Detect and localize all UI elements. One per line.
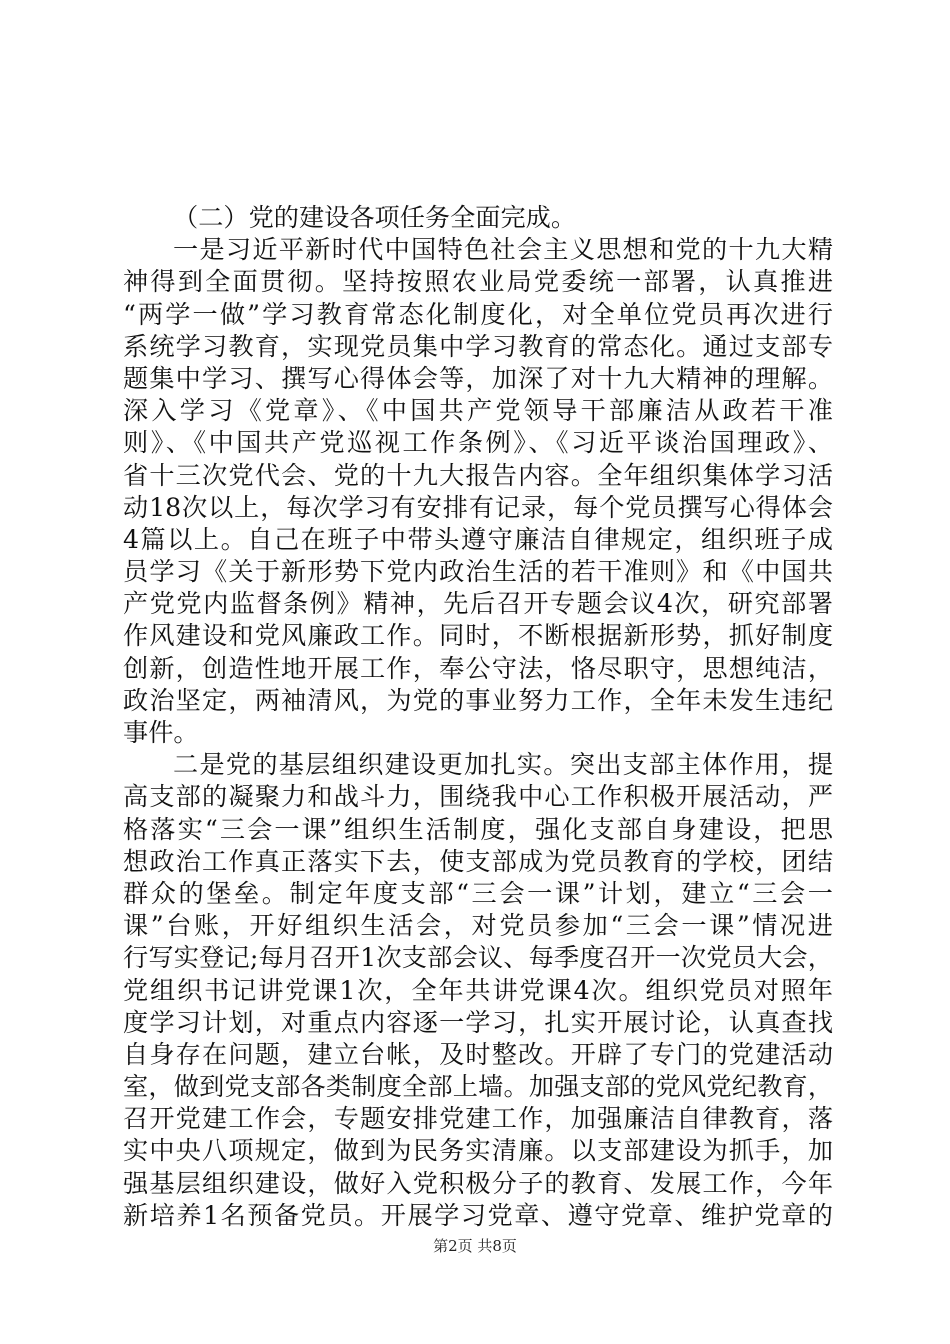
paragraph-line: 想政治工作真正落实下去，使支部成为党员教育的学校，团结 [123,846,833,876]
section-heading: （二）党的建设各项任务全面完成。 [173,203,576,232]
paragraph-line: 格落实“三会一课”组织生活制度，强化支部自身建设，把思 [123,814,833,844]
page-number-footer: 第2页 共8页 [433,1237,517,1255]
document-body [123,202,833,1232]
paragraph-last-line: 事件。 [123,718,199,747]
paragraph-line: 省十三次党代会、党的十九大报告内容。全年组织集体学习活 [123,460,833,490]
paragraph-line: 系统学习教育，实现党员集中学习教育的常态化。通过支部专 [123,331,833,361]
paragraph-line: 作风建设和党风廉政工作。同时，不断根据新形势，抓好制度 [123,621,833,651]
paragraph-line: 召开党建工作会，专题安排党建工作，加强廉洁自律教育，落 [123,1104,833,1134]
paragraph-line: 员学习《关于新形势下党内政治生活的若干准则》和《中国共 [123,557,833,587]
paragraph-line: 4篇以上。自己在班子中带头遵守廉洁自律规定，组织班子成 [123,524,833,554]
paragraph-line: 室，做到党支部各类制度全部上墙。加强支部的党风党纪教育， [123,1072,833,1102]
paragraph-line: 神得到全面贯彻。坚持按照农业局党委统一部署，认真推进 [123,267,833,297]
paragraph-line: 政治坚定，两袖清风，为党的事业努力工作，全年未发生违纪 [123,685,833,715]
paragraph-line: 党组织书记讲党课1次，全年共讲党课4次。组织党员对照年 [123,975,833,1005]
paragraph-line: 行写实登记;每月召开1次支部会议、每季度召开一次党员大会， [123,943,833,973]
paragraph-line: 自身存在问题，建立台帐，及时整改。开辟了专门的党建活动 [123,1039,833,1069]
paragraph-line: 新培养1名预备党员。开展学习党章、遵守党章、维护党章的 [123,1200,833,1230]
paragraph-line: 产党党内监督条例》精神，先后召开专题会议4次，研究部署 [123,589,833,619]
paragraph-line: 深入学习《党章》、《中国共产党领导干部廉洁从政若干准 [123,396,833,426]
paragraph-line: 群众的堡垒。制定年度支部“三会一课”计划，建立“三会一 [123,878,833,908]
paragraph-line: 则》、《中国共产党巡视工作条例》、《习近平谈治国理政》、 [123,428,833,458]
paragraph-line: 强基层组织建设，做好入党积极分子的教育、发展工作，今年 [123,1168,833,1198]
paragraph-line: “两学一做”学习教育常态化制度化，对全单位党员再次进行 [123,299,833,329]
paragraph-line: 实中央八项规定，做到为民务实清廉。以支部建设为抓手，加 [123,1136,833,1166]
paragraph-line: 创新，创造性地开展工作，奉公守法，恪尽职守，思想纯洁， [123,653,833,683]
paragraph-line: 动18次以上，每次学习有安排有记录，每个党员撰写心得体会 [123,492,833,522]
paragraph-line: 高支部的凝聚力和战斗力，围绕我中心工作积极开展活动，严 [123,782,833,812]
paragraph-line: 题集中学习、撰写心得体会等，加深了对十九大精神的理解。 [123,363,833,393]
paragraph-line: 课”台账，开好组织生活会，对党员参加“三会一课”情况进 [123,911,833,941]
paragraph-line: 度学习计划，对重点内容逐一学习，扎实开展讨论，认真查找 [123,1007,833,1037]
paragraph-line: 二是党的基层组织建设更加扎实。突出支部主体作用，提 [173,750,833,780]
paragraph-line: 一是习近平新时代中国特色社会主义思想和党的十九大精 [173,235,833,265]
